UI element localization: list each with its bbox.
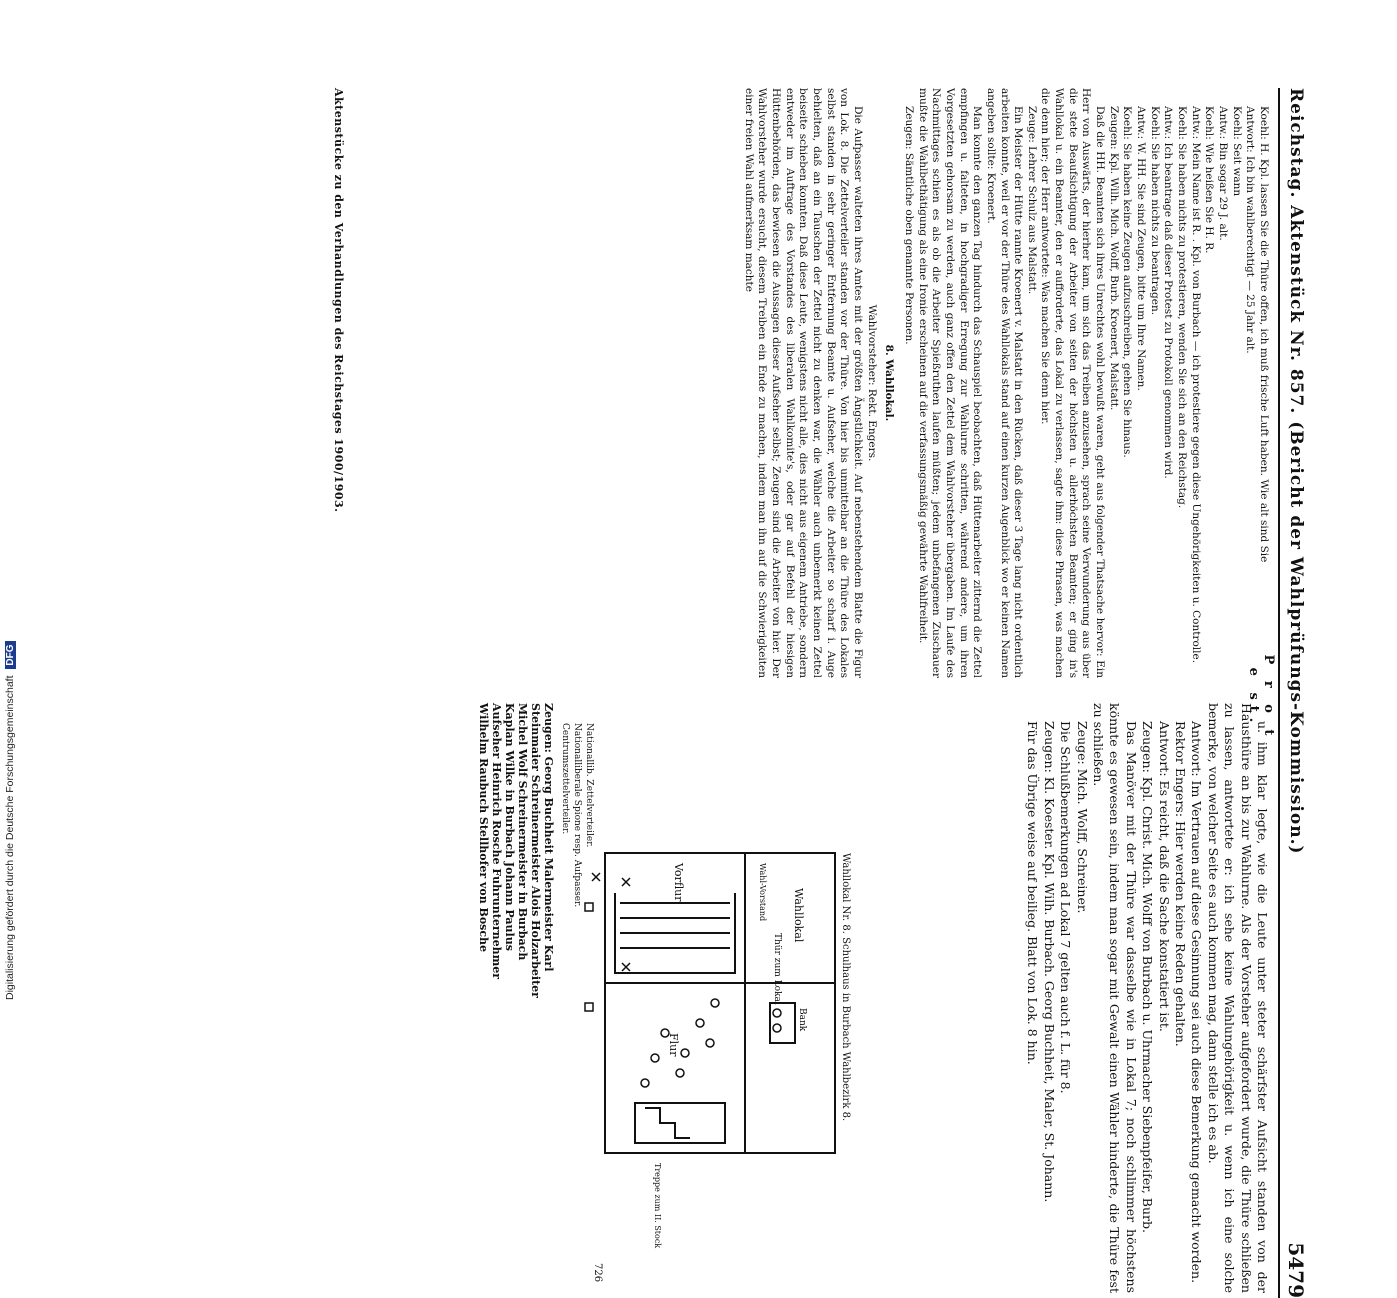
dfg-logo: DFG (5, 641, 16, 668)
page-number: 5479 (1284, 1242, 1308, 1298)
legend-2: Nationalliberale Spione resp. Aufpasser. (572, 723, 582, 908)
stair-label: Treppe zum II. Stock (653, 1163, 662, 1249)
section8-paragraph: Die Aufpasser walteten ihres Amtes mit der größten Ängstlichkeit. Auf nebenstehendem Blatte die Figur von Lok. 8. Die Zettelverteiler standen vor der Thüre. Von hier bis unmittelbar an die Thüre des Lokales selbst standen in sehr geringer Entfernung Beamte u. Aufseher, welche die Arbeiter so scharf i. Auge behielten, daß an ein Tauschen der Zettel nicht zu denken war, die Wähler auch unbemerkt keinen Zettel beiseite schieben konnten. Daß diese Leute, wenigstens nicht alle, dies nicht aus eigenem Antriebe, sondern entweder im Auftrage des Vorstandes des liberalen Wahlkomite's, oder gar auf Befehl der hiesigen Hüttenbehörden, das bewiesen die Aussagen dieser Aufseher selbst; Zeugen sind die Arbeiter von hier. Der Wahlvorsteher wurde ersucht, diesem Treiben ein Ende zu machen, indem man ihn auf die Schwierigkeiten einer freien Wahl aufmerksam machte (742, 88, 864, 678)
bank-label: Bank (797, 1008, 807, 1032)
vorflur-label: Vorflur (672, 863, 685, 902)
header-title: Reichstag. Aktenstück Nr. 857. (Bericht der Wahlprüfungs-Kommission.) (1286, 88, 1306, 855)
left_column-paragraph: Antw.: Mein Name ist R. . Kpl. von Burbach — ich protestiere gegen diese Ungehörigkeiten u. Controlle. (1189, 106, 1202, 664)
witness-3: Michel Wolf Schreinermeister in Burbach (516, 703, 529, 961)
right_column-paragraph: Antwort: Im Vertrauen auf diese Gesinnung sei auch diese Bemerkung gemacht worden. (1189, 721, 1205, 1284)
left_column-paragraph: Koehl: Sie haben keine Zeugen aufzuschreiben, gehen Sie hinaus. (1121, 106, 1134, 458)
side-caption-text: Digitalisierung gefördert durch die Deutsche Forschungsgemeinschaft (4, 675, 16, 1000)
witness-6: Wilhelm Raubuch Stellhofer von Bosche (477, 703, 490, 953)
left_column-paragraph: Antw.: W. HH. Sie sind Zeugen, bitte um Ihre Namen. (1135, 106, 1148, 391)
section8-heading: 8. Wahllokal. (883, 344, 896, 422)
left_column-paragraph: Koehl: Sie haben nichts zu beantragen. (1148, 106, 1161, 316)
left_column-paragraph: Antwort: Ich bin wahlberechtigt — 25 Jahr alt. (1244, 106, 1257, 354)
left_column-paragraph: Ein Meister der Hütte rannte Kroenert v. Malstatt in den Rücken, daß dieser 3 Tage lang nicht ordentlich arbeiten konnte, weil er vor der Thüre des Wahllokals stand auf einen kurzen Augenblick wo er keinen Namen angeben sollte: Kroenert. (984, 88, 1025, 678)
legend-3: Centrumszettelverteiler. (560, 723, 570, 835)
left_column-paragraph: Daß die HH. Beamten sich ihres Unrechtes wohl bewußt waren, geht aus folgender Thatsache hervor: Ein Herr von Auswärts, der hierher kam, um sich das Treiben anzusehen, sprach seine Verwunderung aus über die stete Beaufsichtigung der Arbeiter von seiten der höchsten u. allerhöchsten Beamten; er ging in's Wahllokal u. ein Beamter, den er aufforderte, das Lokal zu verlassen, sagte ihm: diese Phrasen, was machen die denn hier; der Herr antwortete: Was machen Sie denn hier. (1039, 88, 1107, 678)
plan-page-footer: 726 (592, 1263, 603, 1283)
right_column-paragraph: Zeugen: Kpl. Christ. Mich. Wolff von Burbach u. Uhrmacher Siebenpfeifer, Burb. (1140, 721, 1156, 1233)
floor-plan-diagram (477, 703, 855, 1293)
left_column-paragraph: Man konnte den ganzen Tag hindurch das Schauspiel beobachten, daß Hüttenarbeiter zitternd die Zettel empfingen u. falteten, in hochgradiger Erregung zur Wahlurne schritten, während andere, um ihren Vorgesetzten gehorsam zu werden, auch ganz offen den Zettel dem Wahlvorsteher übergaben. Im Laufe des Nachmittages schien es als ob die Arbeiter Spießruthen laufen müßten; jedem unbefangenen Zuschauer mußte die Wahlbethätigung als eine Ironie erscheinen auf die verfassungsmäßig gewährte Wahlfreiheit. (916, 88, 984, 678)
witness-5: Aufseher Heinrich Rosche Fuhrunternehmer (490, 703, 503, 980)
stair-steps (645, 1108, 690, 1138)
right-column (1024, 703, 1270, 1293)
witness-1: Zeugen: Georg Buchheit Malermeister Karl (542, 703, 555, 972)
left_column-paragraph: Zeugen: Kpl. Wilh. Mich. Wolff, Burb. Kroenert, Malstatt. (1107, 106, 1120, 411)
right_column-paragraph: Antwort: Es reicht, daß die Sache konstatiert ist. (1156, 721, 1172, 1032)
left_column-paragraph: Koehl: Wie heißen Sie H. R. (1203, 106, 1216, 254)
legend-1: Nationallib. Zettelverteiler. (584, 723, 594, 848)
rotated-document-page (100, 88, 1310, 1298)
witness-4: Kaplan Wilke in Burbach Johann Paulus (503, 703, 516, 951)
right_column-paragraph: Rektor Engers: Hier werden keine Reden gehalten. (1172, 721, 1188, 1047)
vorstand-label: Wahl-Vorstand (758, 863, 767, 922)
bank-shape (770, 1003, 795, 1043)
section-label: P r o t e st. (1246, 654, 1276, 742)
left_column-paragraph: Koehl: Sie haben nichts zu protestieren, wenden Sie sich an den Reichstag. (1176, 106, 1189, 509)
right_column-paragraph: u. ihm klar legte, wie die Leute unter steter schärfster Aufsicht standen von der Hausthüre an bis zur Wahlurne. Als der Vorsteher aufgefordert wurde, die Thüre schließen zu lassen, antwortete er: ich sehe keine Wahlungehörigkeit u. wenn ich eine solche bemerke, von welcher Seite es auch kommen mag, dann stelle ich es ab. (1205, 703, 1270, 1293)
footnote: Aktenstücke zu den Verhandlungen des Reichstages 1900/1903. (332, 88, 345, 513)
page-header (1278, 88, 1310, 1298)
side-caption (4, 641, 16, 1000)
left_column-paragraph: Koehl: Seit wann (1230, 106, 1243, 197)
left_column-paragraph: Zeuge: Lehrer Schulz aus Malstatt. (1025, 106, 1038, 295)
right_column-paragraph: Zeugen: Kl. Koester. Kpl. Wilh. Burbach. Georg Buchheit, Maler, St. Johann. (1041, 721, 1057, 1203)
left-column (741, 88, 1270, 678)
verteiler-crosses (592, 873, 630, 971)
witness-2: Steinmaier Schreinermeister Alois Holzarbeiter (529, 703, 542, 998)
wahllokal-label: Wahllokal (792, 888, 805, 943)
aufpasser-circles (641, 999, 781, 1087)
right_column-paragraph: Für das Übrige weise auf beilieg. Blatt von Lok. 8 hin. (1025, 721, 1041, 1065)
right_column-paragraph: Zeuge: Mich. Wolff, Schreiner. (1074, 721, 1090, 914)
right_column-paragraph: Die Schlußbemerkungen ad Lokal 7 gelten auch f. L. für 8. (1058, 721, 1074, 1094)
left_column-paragraph: Zeugen: Sämtliche oben genannte Personen. (902, 106, 915, 345)
left_column-paragraph: Antw.: Ich beantrage daß dieser Protest zu Protokoll genommen wird. (1162, 106, 1175, 479)
plan-caption: Wahllokal Nr. 8. Schulhaus in Burbach Wahlbezirk 8. (840, 853, 851, 1122)
section8-subheading: Wahlvorsteher: Rekt. Engers. (865, 304, 878, 462)
door-label: Thür zum Lokal (772, 933, 782, 1005)
left_column-paragraph: Koehl: H. Kpl. lassen Sie die Thüre offen, ich muß frische Luft haben. Wie alt sind Sie (1258, 106, 1270, 563)
flur-label: Flur (667, 1033, 680, 1057)
left_column-paragraph: Antw.: Bin sogar 29 J. alt. (1217, 106, 1230, 241)
right_column-paragraph: Das Manöver mit der Thüre war dasselbe wie in Lokal 7; noch schlimmer höchstens könnte es gewesen sein, indem man sogar mit Gewalt einen Wähler hinderte, die Thüre fest zu schließen. (1090, 703, 1139, 1293)
